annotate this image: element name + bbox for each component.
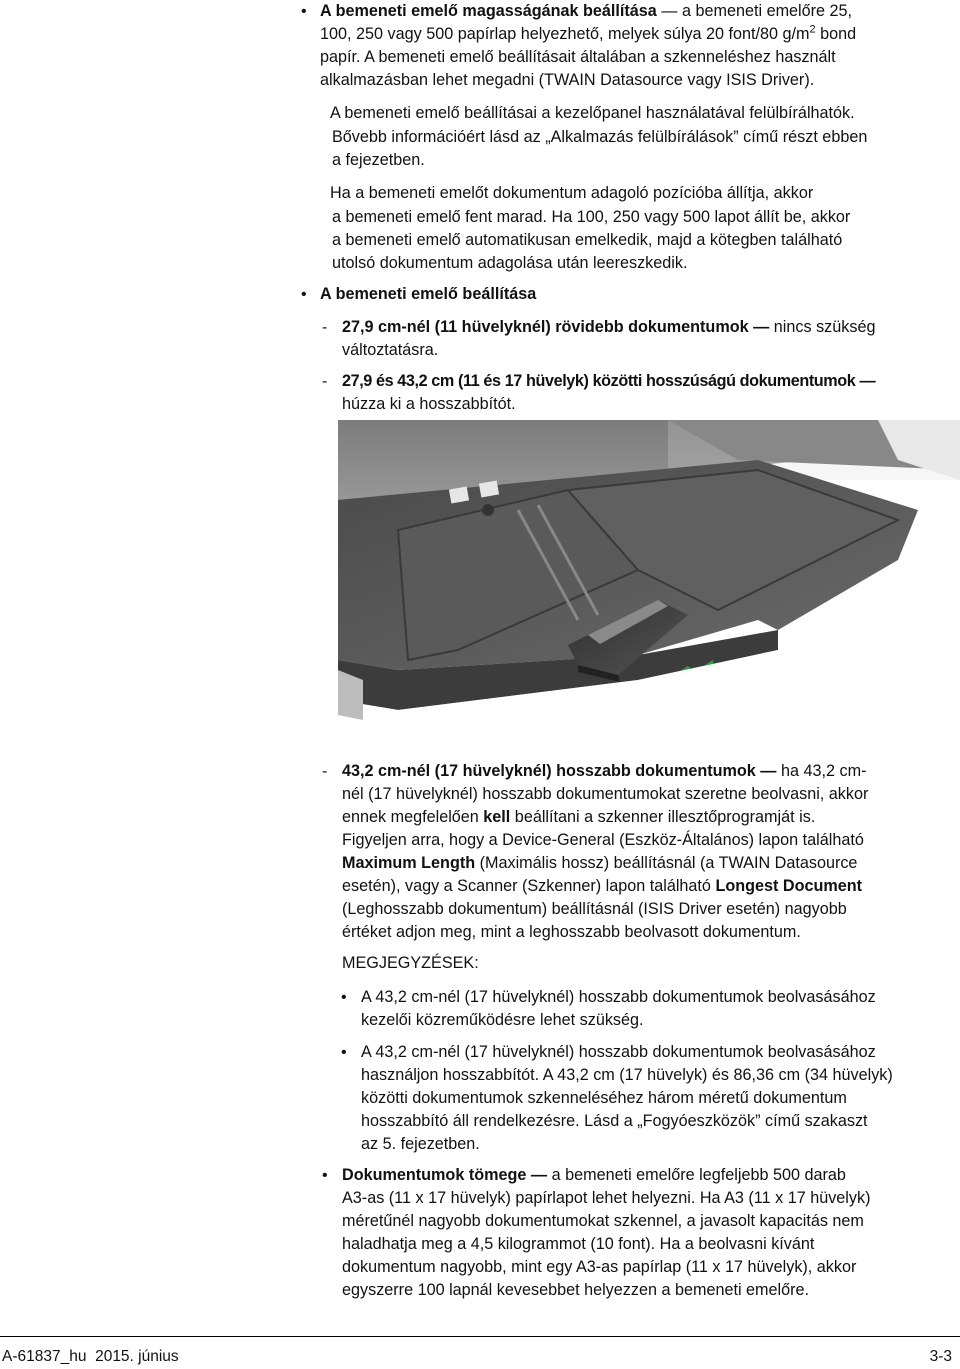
bullet-marker: •	[301, 3, 307, 20]
paragraph-line: a bemeneti emelő fent marad. Ha 100, 250 vagy 500 lapot állít be, akkor	[332, 208, 851, 226]
paragraph-line	[342, 806, 815, 829]
paragraph-line: alkalmazásban lehet megadni (TWAIN Datasource vagy ISIS Driver).	[320, 71, 815, 89]
bullet-marker: •	[341, 989, 347, 1006]
note-line: A 43,2 cm-nél (17 hüvelyknél) hosszabb dokumentumok beolvasásához	[361, 1043, 876, 1061]
paragraph-line	[342, 875, 862, 898]
note-line: használjon hosszabbítót. A 43,2 cm (17 hüvelyk) és 86,36 cm (34 hüvelyk)	[361, 1066, 893, 1084]
text-run: a bemeneti emelőre legfeljebb 500 darab	[547, 1166, 846, 1184]
paragraph-line	[320, 0, 852, 23]
paragraph-line: dokumentum nagyobb, mint egy A3-as papírlap (11 x 17 hüvelyk), akkor	[342, 1258, 857, 1276]
note-line: kezelői közreműködésre lehet szükség.	[361, 1011, 644, 1029]
paragraph-line: változtatásra.	[342, 341, 439, 359]
paragraph-line: egyszerre 100 lapnál kevesebbet helyezzen a bemeneti emelőre.	[342, 1281, 810, 1299]
scanner-tray-photo	[338, 420, 960, 742]
paragraph-line	[342, 760, 866, 783]
text-run: 100, 250 vagy 500 papírlap helyezhető, melyek súlya 20 font/80 g/m	[320, 25, 810, 43]
paragraph-line: a bemeneti emelő automatikusan emelkedik, majd a kötegben található	[332, 231, 843, 249]
text-run: (Maximális hossz) beállításnál (a TWAIN Datasource	[475, 854, 858, 872]
notes-heading: MEGJEGYZÉSEK:	[342, 954, 479, 972]
paragraph-line	[342, 1164, 846, 1187]
scanner-tray-illustration	[338, 420, 960, 742]
text-run: ennek megfelelően	[342, 808, 484, 826]
note-line: az 5. fejezetben.	[361, 1135, 480, 1153]
paragraph-line: utolsó dokumentum adagolása után leereszkedik.	[332, 254, 688, 272]
dash-marker: -	[322, 319, 328, 336]
paragraph-line	[342, 852, 857, 875]
paragraph-line: 27,9 és 43,2 cm (11 és 17 hüvelyk) közötti hosszúságú dokumentumok —	[342, 372, 876, 390]
bold-run: 43,2 cm-nél (17 hüvelyknél) hosszabb dokumentumok —	[342, 762, 777, 780]
paragraph-line: húzza ki a hosszabbítót.	[342, 395, 516, 413]
dash-marker: -	[322, 373, 328, 390]
paragraph-line: nél (17 hüvelyknél) hosszabb dokumentumokat szeretne beolvasni, akkor	[342, 785, 869, 803]
dash-marker: -	[322, 763, 328, 780]
section-heading: A bemeneti emelő magasságának beállítása	[320, 2, 657, 20]
section-heading: Dokumentumok tömege —	[342, 1166, 548, 1184]
section-heading: A bemeneti emelő beállítása	[320, 285, 537, 303]
bold-run: kell	[483, 808, 511, 826]
text-run: — a bemeneti emelőre 25,	[656, 2, 853, 20]
bullet-marker: •	[322, 1167, 328, 1184]
text-run: ha 43,2 cm-	[776, 762, 867, 780]
paragraph-line: Bővebb információért lásd az „Alkalmazás felülbírálások” című részt ebben	[332, 128, 868, 146]
footer-divider	[0, 1336, 960, 1337]
superscript: 2	[809, 23, 816, 36]
bullet-marker: •	[301, 286, 307, 303]
bullet-marker: •	[341, 1044, 347, 1061]
text-run: bond	[815, 25, 857, 43]
paragraph-line: papír. A bemeneti emelő beállításait általában a szkenneléshez használt	[320, 48, 836, 66]
paragraph-line: Figyeljen arra, hogy a Device-General (Eszköz-Általános) lapon található	[342, 831, 864, 849]
paragraph-line	[320, 23, 856, 46]
paragraph-line: értéket adjon meg, mint a leghosszabb beolvasott dokumentum.	[342, 923, 801, 941]
paragraph-line: Ha a bemeneti emelőt dokumentum adagoló pozícióba állítja, akkor	[330, 184, 814, 202]
paragraph-line	[342, 316, 875, 339]
note-line: hosszabbító áll rendelkezésre. Lásd a „Fogyóeszközök” című szakaszt	[361, 1112, 868, 1130]
bold-run: Maximum Length	[342, 854, 476, 872]
text-run: nincs szükség	[769, 318, 876, 336]
paragraph-line: méretűnél nagyobb dokumentumokat szkennel, a javasolt kapacitás nem	[342, 1212, 864, 1230]
bold-run: 27,9 cm-nél (11 hüvelyknél) rövidebb dokumentumok —	[342, 318, 770, 336]
paragraph-line: A bemeneti emelő beállításai a kezelőpanel használatával felülbírálhatók.	[330, 104, 855, 122]
bold-run: Longest Document	[715, 877, 863, 895]
note-line: közötti dokumentumok szkenneléséhez három méretű dokumentum	[361, 1089, 847, 1107]
paragraph-line: a fejezetben.	[332, 151, 425, 169]
text-run: beállítani a szkenner illesztőprogramját is.	[510, 808, 816, 826]
footer-page-number: 3-3	[929, 1348, 952, 1365]
note-line: A 43,2 cm-nél (17 hüvelyknél) hosszabb dokumentumok beolvasásához	[361, 988, 876, 1006]
footer-doc-id: A-61837_hu 2015. június	[2, 1348, 179, 1365]
paragraph-line: A3-as (11 x 17 hüvelyk) papírlapot lehet helyezni. Ha A3 (11 x 17 hüvelyk)	[342, 1189, 871, 1207]
paragraph-line: haladhatja meg a 4,5 kilogrammot (10 font). Ha a beolvasni kívánt	[342, 1235, 815, 1253]
paragraph-line: (Leghosszabb dokumentum) beállításnál (ISIS Driver esetén) nagyobb	[342, 900, 847, 918]
text-run: esetén), vagy a Scanner (Szkenner) lapon található	[342, 877, 716, 895]
